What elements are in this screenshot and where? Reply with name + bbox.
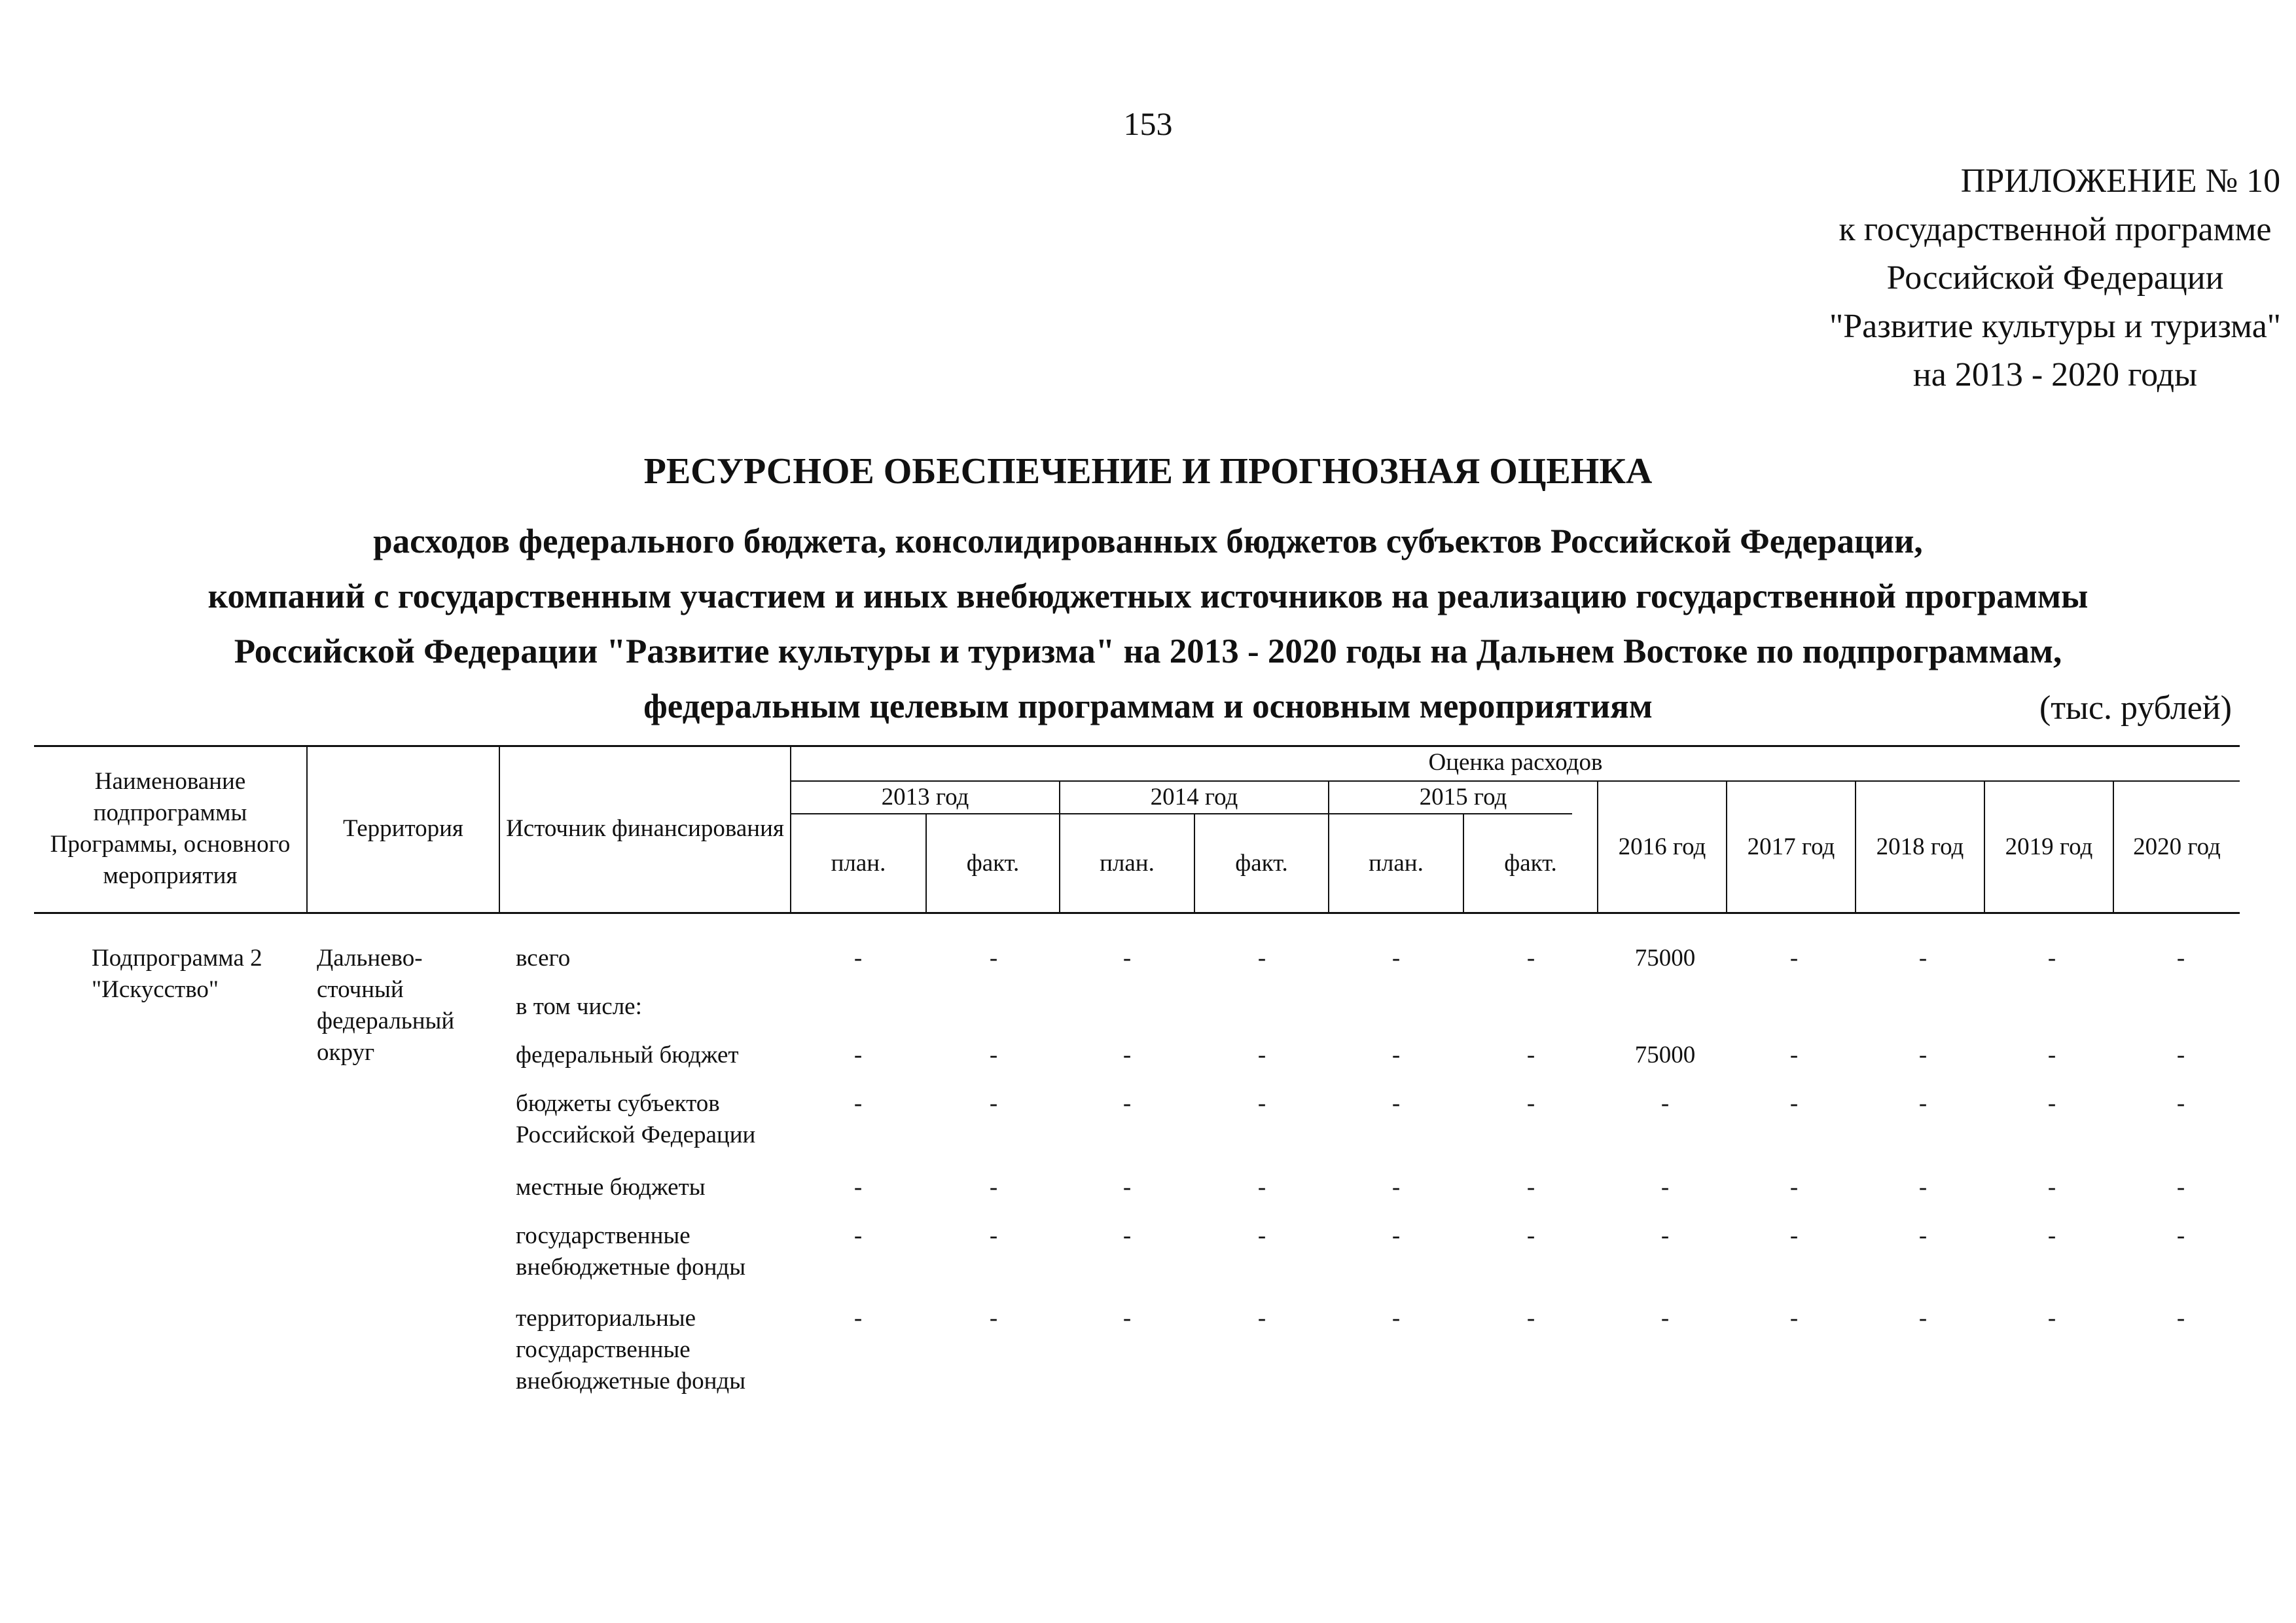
value-cell: - [1257,1042,1266,1068]
value-cell: - [2176,1042,2185,1068]
header-plan: план. [1369,849,1424,877]
value-cell: - [1526,1174,1535,1201]
value-cell: - [1526,945,1535,972]
value-cell: - [1391,1305,1401,1332]
source-cell: в том числе: [516,993,642,1020]
value-cell: - [989,1090,998,1117]
header-fact: факт. [1235,849,1288,877]
value-cell: - [1391,1090,1401,1117]
value-cell: - [1918,1222,1928,1249]
source-cell: местные бюджеты [516,1174,706,1201]
value-cell: - [853,1174,863,1201]
source-cell: государственные внебюджетные фонды [516,1222,746,1281]
value-cell: - [1526,1090,1535,1117]
appendix-line: "Развитие культуры и туризма" [1829,308,2282,345]
appendix-line: Российской Федерации [1886,259,2224,297]
value-cell: - [1526,1305,1535,1332]
value-cell: - [1122,1174,1132,1201]
header-year-2020: 2020 год [2133,833,2221,860]
subtitle-line: Российской Федерации "Развитие культуры и туризма" на 2013 - 2020 годы на Дальнем Востоке по подпрограммам, [234,632,2062,670]
value-cell: - [1918,1090,1928,1117]
value-cell: - [2176,1222,2185,1249]
value-cell: - [853,1090,863,1117]
value-cell: - [853,945,863,972]
value-cell: - [1789,1305,1799,1332]
value-cell: - [989,1222,998,1249]
territory-name: Дальнево-сточный федеральный округ [317,945,455,1066]
appendix-line: к государственной программе [1839,211,2272,248]
header-year-2014: 2014 год [1150,784,1238,811]
value-cell: - [1257,945,1266,972]
header-plan: план. [1100,849,1155,877]
value-cell: - [1918,1042,1928,1068]
subtitle-line: федеральным целевым программам и основным мероприятиям [643,687,1653,725]
value-cell: - [1660,1090,1670,1117]
page-number: 153 [1123,105,1173,142]
value-cell: - [1122,1042,1132,1068]
source-cell: всего [516,945,571,972]
value-cell: 75000 [1634,1042,1696,1068]
value-cell: - [2176,945,2185,972]
value-cell: - [1391,945,1401,972]
source-cell: федеральный бюджет [516,1042,739,1068]
header-estimate: Оценка расходов [1428,749,1603,776]
value-cell: - [1789,1174,1799,1201]
value-cell: - [1660,1222,1670,1249]
value-cell: - [853,1305,863,1332]
value-cell: - [2047,1174,2056,1201]
header-year-2018: 2018 год [1876,833,1964,860]
value-cell: - [853,1222,863,1249]
source-cell: территориальные государственные внебюджетные фонды [516,1305,746,1395]
appendix-title: ПРИЛОЖЕНИЕ № 10 [1960,162,2281,200]
value-cell: - [1918,945,1928,972]
header-year-2017: 2017 год [1747,833,1835,860]
units-label: (тыс. рублей) [2039,689,2232,727]
value-cell: - [1526,1222,1535,1249]
value-cell: 75000 [1634,945,1696,972]
value-cell: - [2176,1305,2185,1332]
value-cell: - [853,1042,863,1068]
header-plan: план. [831,849,886,877]
value-cell: - [1789,945,1799,972]
value-cell: - [1122,1305,1132,1332]
value-cell: - [2047,1042,2056,1068]
value-cell: - [1789,1042,1799,1068]
value-cell: - [1257,1090,1266,1117]
value-cell: - [1391,1042,1401,1068]
value-cell: - [2047,1090,2056,1117]
value-cell: - [2047,945,2056,972]
appendix-block [1649,157,2296,399]
value-cell: - [2176,1090,2185,1117]
header-year-2013: 2013 год [881,784,969,811]
value-cell: - [1789,1090,1799,1117]
value-cell: - [1660,1305,1670,1332]
value-cell: - [1257,1305,1266,1332]
value-cell: - [989,1174,998,1201]
appendix-line: на 2013 - 2020 годы [1912,356,2198,393]
header-fact: факт. [966,849,1020,877]
value-cell: - [989,945,998,972]
program-name: Подпрограмма 2 "Искусство" [92,945,262,1003]
value-cell: - [1918,1305,1928,1332]
value-cell: - [1122,945,1132,972]
value-cell: - [2176,1174,2185,1201]
value-cell: - [1122,1222,1132,1249]
value-cell: - [1391,1174,1401,1201]
document-title: РЕСУРСНОЕ ОБЕСПЕЧЕНИЕ И ПРОГНОЗНАЯ ОЦЕНКА [643,451,1653,492]
value-cell: - [1660,1174,1670,1201]
header-name: Наименование подпрограммы Программы, основного мероприятия [50,767,291,889]
header-year-2019: 2019 год [2005,833,2093,860]
value-cell: - [2047,1305,2056,1332]
source-cell: бюджеты субъектов Российской Федерации [516,1090,756,1148]
value-cell: - [1918,1174,1928,1201]
table-header [34,745,2240,915]
value-cell: - [989,1305,998,1332]
value-cell: - [2047,1222,2056,1249]
value-cell: - [1526,1042,1535,1068]
value-cell: - [1789,1222,1799,1249]
value-cell: - [1257,1174,1266,1201]
value-cell: - [989,1042,998,1068]
subtitle-line: расходов федерального бюджета, консолидированных бюджетов субъектов Российской Федерации, [373,522,1923,560]
header-year-2016: 2016 год [1618,833,1706,860]
subtitle-line: компаний с государственным участием и иных внебюджетных источников на реализацию государственной программы [207,577,2089,615]
header-source: Источник финансирования [506,814,784,842]
value-cell: - [1257,1222,1266,1249]
value-cell: - [1391,1222,1401,1249]
header-territory: Территория [343,814,463,842]
header-year-2015: 2015 год [1419,784,1507,811]
value-cell: - [1122,1090,1132,1117]
header-fact: факт. [1504,849,1557,877]
